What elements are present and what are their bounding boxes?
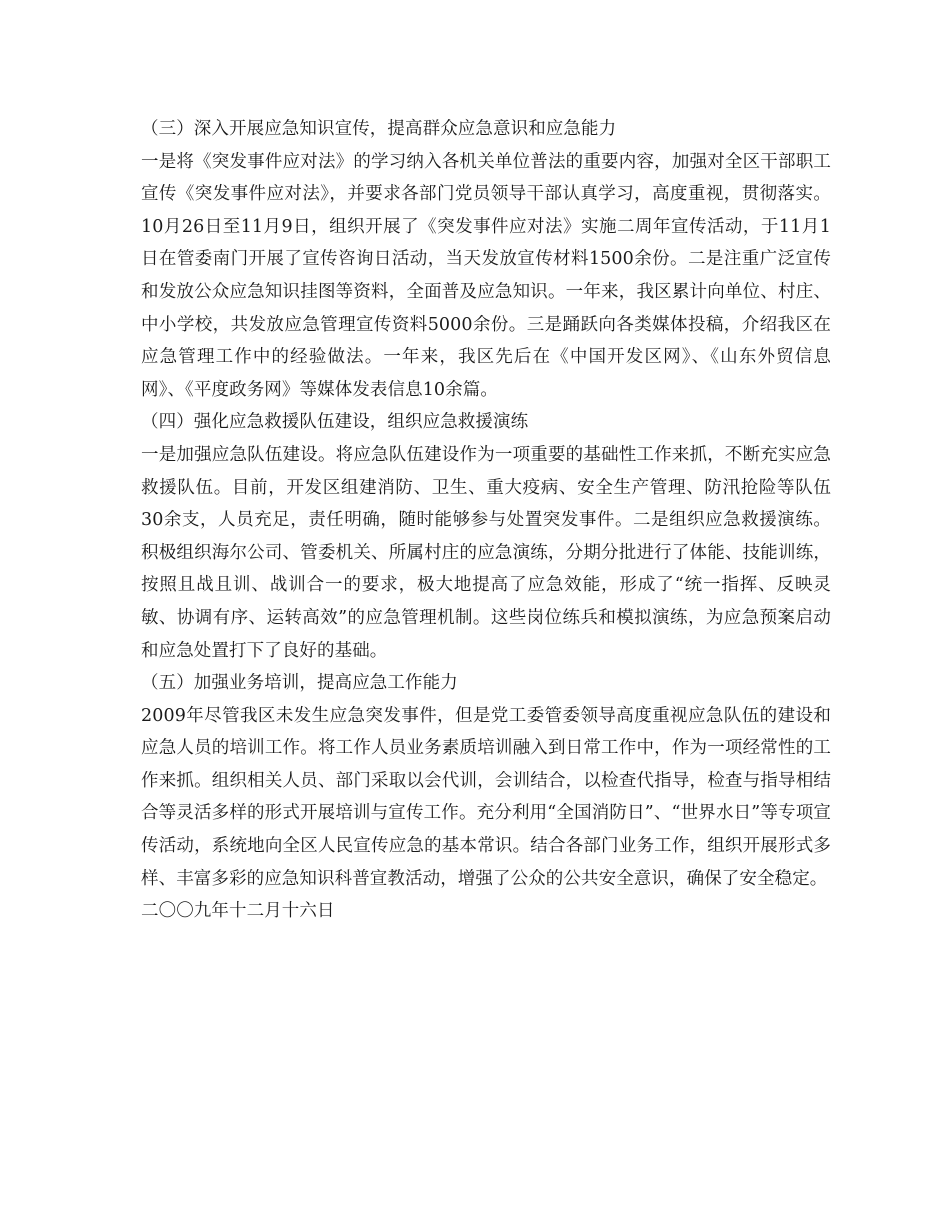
section-5-paragraph: 2009年尽管我区未发生应急突发事件，但是党工委管委领导高度重视应急队伍的建设和应急人员的培训工作。将工作人员业务素质培训融入到日常工作中，作为一项经常性的工作来抓。组织相关人员、部门采取以会代训，会训结合，以检查代指导，检查与指导相结合等灵活多样的形式开展培训与宣传工作。充分利用“全国消防日”、“世界水日”等专项宣传活动，系统地向全区人民宣传应急的基本常识。结合各部门业务工作，组织开展形式多样、丰富多彩的应急知识科普宣教活动，增强了公众的公共安全意识，确保了安全稳定。 bbox=[141, 705, 831, 889]
section-4-heading: （四）强化应急救援队伍建设，组织应急救援演练 bbox=[141, 412, 529, 433]
section-4-paragraph: 一是加强应急队伍建设。将应急队伍建设作为一项重要的基础性工作来抓，不断充实应急救援队伍。目前，开发区组建消防、卫生、重大疫病、安全生产管理、防汛抢险等队伍30余支，人员充足，责任明确，随时能够参与处置突发事件。二是组织应急救援演练。积极组织海尔公司、管委机关、所属村庄的应急演练，分期分批进行了体能、技能训练，按照且战且训、战训合一的要求，极大地提高了应急效能，形成了“统一指挥、反映灵敏、协调有序、运转高效”的应急管理机制。这些岗位练兵和模拟演练，为应急预案启动和应急处置打下了良好的基础。 bbox=[141, 444, 831, 661]
document-date: 二〇〇九年十二月十六日 bbox=[141, 901, 335, 922]
section-3-paragraph: 一是将《突发事件应对法》的学习纳入各机关单位普法的重要内容，加强对全区干部职工宣传《突发事件应对法》，并要求各部门党员领导干部认真学习，高度重视，贯彻落实。10月26日至11月9日，组织开展了《突发事件应对法》实施二周年宣传活动，于11月1日在管委南门开展了宣传咨询日活动，当天发放宣传材料1500余份。二是注重广泛宣传和发放公众应急知识挂图等资料，全面普及应急知识。一年来，我区累计向单位、村庄、中小学校，共发放应急管理宣传资料5000余份。三是踊跃向各类媒体投稿，介绍我区在应急管理工作中的经验做法。一年来，我区先后在《中国开发区网》、《山东外贸信息网》、《平度政务网》等媒体发表信息10余篇。 bbox=[141, 151, 831, 400]
section-5-heading: （五）加强业务培训，提高应急工作能力 bbox=[141, 673, 458, 694]
section-3-heading: （三）深入开展应急知识宣传，提高群众应急意识和应急能力 bbox=[141, 119, 617, 139]
document-body bbox=[141, 113, 831, 928]
